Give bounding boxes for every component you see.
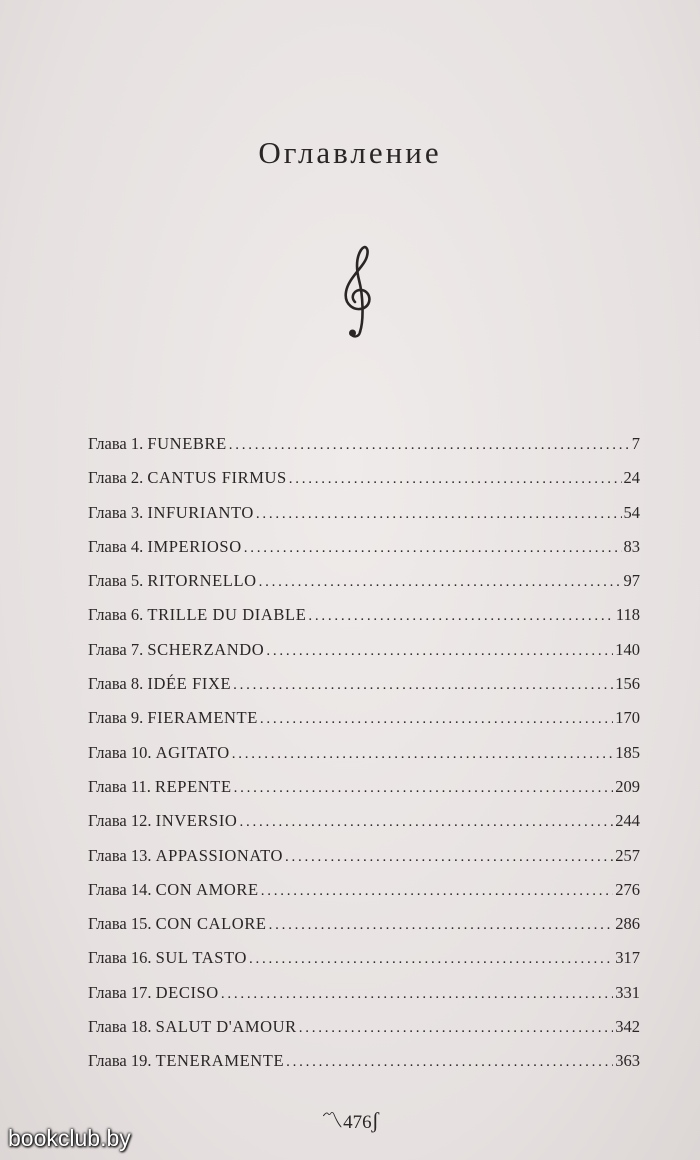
toc-entry-label [88,811,237,831]
dot-leader [285,849,613,866]
chapter-page-number: 317 [615,948,640,968]
chapter-title: IDÉE FIXE [147,674,232,694]
chapter-prefix: Глава 6. [88,605,144,625]
watermark: bookclub.by [8,1125,131,1151]
dot-leader [308,608,613,625]
chapter-title: FUNEBRE [147,434,227,453]
page-title: Оглавление [258,135,442,170]
chapter-prefix: Глава 4. [88,536,144,556]
toc-entry [88,914,640,948]
chapter-title: FIERAMENTE [147,708,258,728]
dot-leader [232,746,614,763]
toc-entry [88,846,640,880]
chapter-page-number: 276 [615,879,640,899]
toc-entry-label [88,846,283,866]
chapter-page-number: 170 [615,708,640,728]
chapter-title: TRILLE DU DIABLE [147,605,307,625]
toc-entry [88,605,640,639]
chapter-prefix: Глава 8. [88,674,144,694]
chapter-prefix: Глава 18. [88,1017,152,1037]
chapter-title: AGITATO [155,742,230,762]
chapter-title: INFURIANTO [147,502,254,522]
chapter-page-number: 286 [615,914,640,934]
toc-entry-label [88,1051,284,1071]
chapter-page-number: 342 [615,1017,640,1037]
dot-leader [260,711,613,728]
dot-leader [221,986,613,1003]
table-of-contents [88,434,640,1086]
chapter-title: SUL TASTO [155,948,247,968]
chapter-title: SALUT D'AMOUR [155,1017,297,1037]
chapter-prefix: Глава 10. [88,742,152,762]
chapter-prefix: Глава 5. [88,571,144,591]
chapter-page-number: 54 [623,502,640,522]
chapter-page-number: 331 [615,982,640,1002]
chapter-title: REPENTE [155,776,232,796]
chapter-title: DECISO [155,982,219,1002]
chapter-title: APPASSIONATO [155,845,283,865]
chapter-page-number: 7 [631,434,640,453]
toc-entry-label [88,1017,297,1037]
chapter-title: IMPERIOSO [147,536,242,556]
toc-entry [88,468,640,502]
toc-entry-label [88,571,257,591]
dot-leader [233,677,613,694]
dot-leader [289,471,622,488]
toc-entry [88,948,640,982]
toc-entry [88,1017,640,1051]
chapter-prefix: Глава 2. [88,468,144,488]
chapter-page-number: 140 [615,639,640,659]
toc-entry-label [88,777,232,797]
toc-entry-label [88,503,254,523]
chapter-title: TENERAMENTE [155,1051,285,1071]
treble-clef-icon [334,240,380,340]
chapter-prefix: Глава 1. [88,434,144,453]
chapter-prefix: Глава 13. [88,845,152,865]
chapter-page-number: 185 [615,742,640,762]
chapter-page-number: 363 [615,1051,640,1071]
dot-leader [269,917,614,934]
chapter-title: SCHERZANDO [147,639,265,659]
toc-entry [88,983,640,1017]
toc-entry-label [88,948,247,968]
toc-entry [88,571,640,605]
chapter-title: CANTUS FIRMUS [147,468,287,488]
page-number-value: 476 [343,1112,372,1133]
dot-leader [266,643,613,660]
dot-leader [249,951,613,968]
toc-entry [88,674,640,708]
chapter-title: RITORNELLO [147,571,257,591]
toc-entry-label [88,605,306,625]
chapter-prefix: Глава 7. [88,639,144,659]
chapter-title: CON CALORE [155,914,267,934]
dot-leader [229,437,630,454]
chapter-page-number: 156 [615,674,640,694]
toc-entry-label [88,640,264,660]
toc-entry [88,811,640,845]
toc-entry [88,434,640,468]
chapter-page-number: 97 [623,571,640,591]
toc-entry [88,640,640,674]
dot-leader [299,1020,614,1037]
ornament-right-icon: ʃ [371,1108,379,1133]
toc-entry [88,537,640,571]
chapter-page-number: 83 [623,536,640,556]
chapter-prefix: Глава 19. [88,1051,152,1071]
chapter-page-number: 118 [615,605,640,625]
dot-leader [239,814,613,831]
toc-entry [88,503,640,537]
chapter-prefix: Глава 9. [88,708,144,728]
toc-entry-label [88,468,287,488]
ornament-left-icon: 〽 [321,1108,344,1133]
toc-entry-label [88,983,219,1003]
dot-leader [286,1054,613,1071]
chapter-page-number: 209 [615,776,640,796]
chapter-title: CON AMORE [155,879,259,899]
chapter-page-number: 24 [623,468,640,488]
chapter-prefix: Глава 12. [88,811,152,831]
dot-leader [244,540,622,557]
chapter-prefix: Глава 11. [88,776,151,796]
toc-entry-label [88,674,231,694]
chapter-prefix: Глава 16. [88,948,152,968]
dot-leader [259,574,622,591]
toc-entry-label [88,537,242,557]
toc-entry [88,777,640,811]
toc-entry-label [88,708,258,728]
chapter-prefix: Глава 15. [88,914,152,934]
toc-entry-label [88,914,267,934]
toc-entry [88,743,640,777]
chapter-prefix: Глава 17. [88,982,152,1002]
chapter-title: INVERSIO [155,811,238,831]
chapter-page-number: 244 [615,811,640,831]
chapter-prefix: Глава 14. [88,879,152,899]
toc-entry [88,708,640,742]
toc-entry [88,880,640,914]
chapter-page-number: 257 [615,845,640,865]
toc-entry-label [88,880,259,900]
dot-leader [256,506,622,523]
chapter-prefix: Глава 3. [88,502,144,522]
dot-leader [261,883,614,900]
dot-leader [234,780,614,797]
toc-entry-label [88,743,230,763]
toc-entry [88,1051,640,1085]
toc-entry-label [88,434,227,454]
